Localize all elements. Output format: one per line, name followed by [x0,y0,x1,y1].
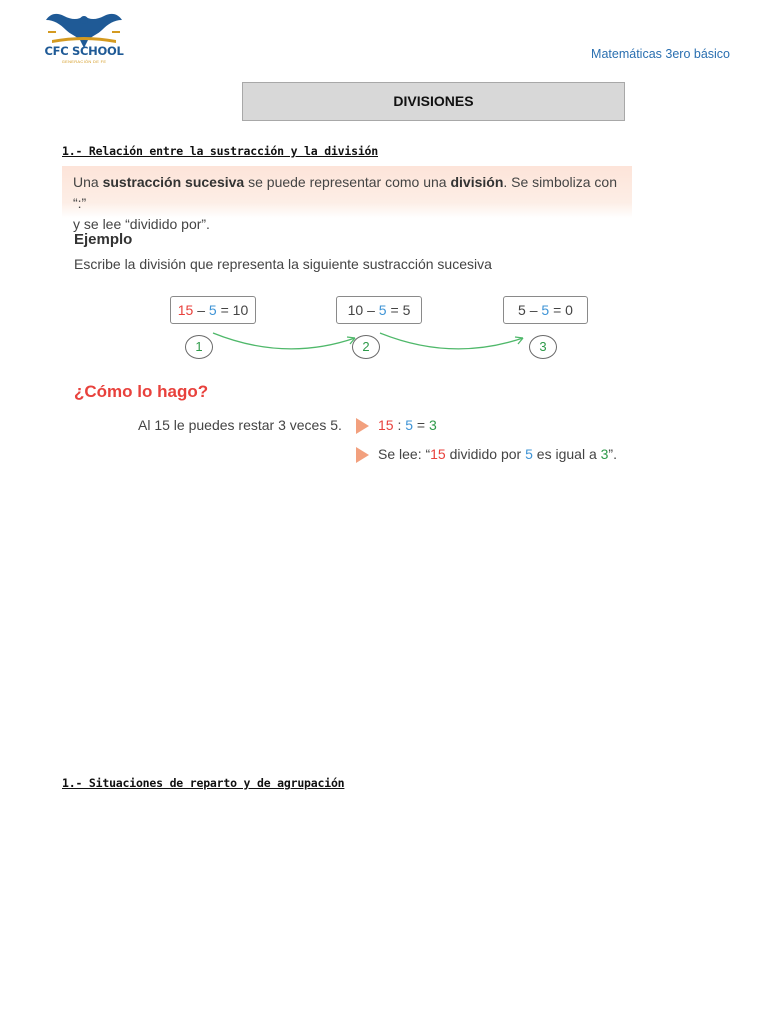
example-label: Ejemplo [74,231,133,248]
school-name: CFC SCHOOL [44,44,124,58]
step-circle: 2 [352,335,380,359]
equation-box: 5 – 5 = 0 [503,296,588,324]
explanation-text: Al 15 le puedes restar 3 veces 5. [138,417,342,433]
subject-label: Matemáticas 3ero básico [591,47,730,61]
definition-text: Una sustracción sucesiva se puede representar como una división. Se simboliza con “:” y se lee “dividido por”. [73,174,617,232]
triangle-bullet-icon [356,418,369,434]
equation-box: 15 – 5 = 10 [170,296,256,324]
example-instruction: Escribe la división que representa la siguiente sustracción sucesiva [74,256,492,272]
triangle-bullet-icon [356,447,369,463]
how-heading: ¿Cómo lo hago? [74,382,209,401]
step-circle: 3 [529,335,557,359]
arrow-1-to-2 [213,333,355,349]
section-1-heading: 1.- Relación entre la sustracción y la división [62,144,379,158]
reading-text: Se lee: “15 dividido por 5 es igual a 3”. [378,446,617,462]
step-circle: 1 [185,335,213,359]
school-subtitle: GENERACIÓN DE FE [61,59,107,64]
arrow-2-to-3 [380,333,523,349]
page-title: DIVISIONES [242,82,625,121]
step-arrows [0,0,768,400]
section-2-heading: 1.- Situaciones de reparto y de agrupación [62,776,345,790]
division-result: 15 : 5 = 3 [378,417,437,433]
equation-box: 10 – 5 = 5 [336,296,422,324]
